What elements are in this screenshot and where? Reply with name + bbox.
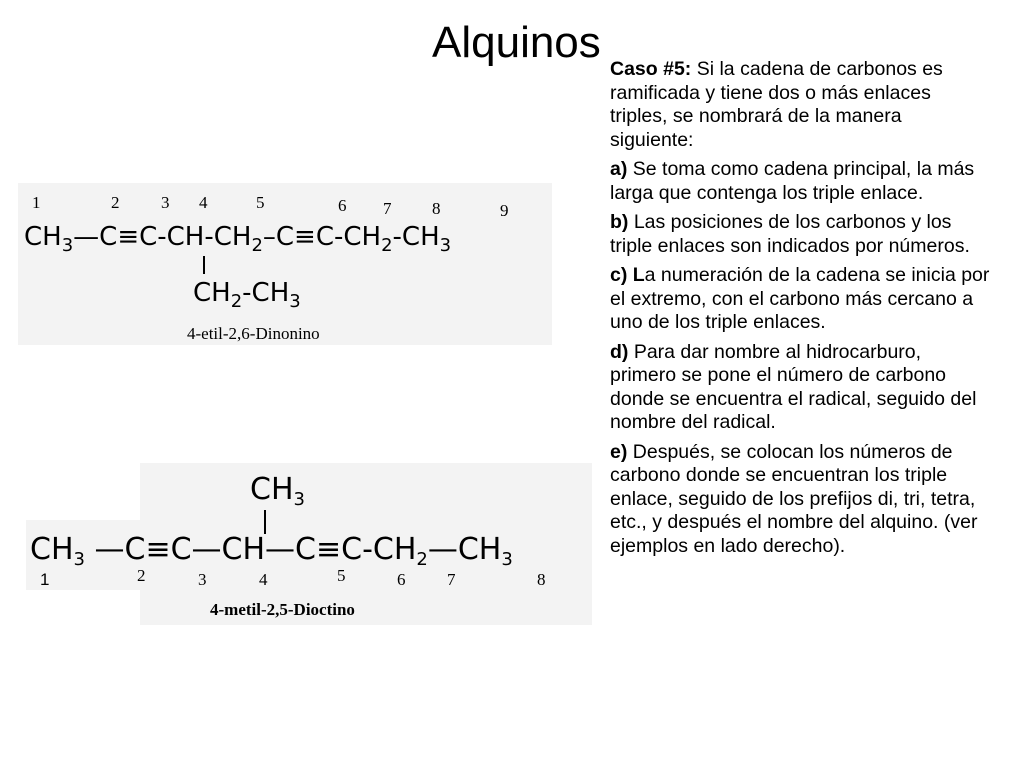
para-label: a) [610, 158, 628, 180]
para-text: Para dar nombre al hidrocarburo, primero se pone el número de carbono donde se encuentra el radical, seguido del nombre del radical. [610, 340, 977, 433]
carbon-number: 7 [383, 199, 392, 218]
branch-bond [264, 510, 266, 534]
carbon-number: 9 [500, 201, 509, 220]
para-label: c) L [610, 264, 645, 286]
paragraph-b [610, 211, 990, 258]
para-text: a numeración de la cadena se inicia por el extremo, con el carbono más cercano a uno de los triple enlaces. [610, 264, 990, 333]
para-text: Se toma como cadena principal, la más larga que contenga los triple enlace. [610, 158, 975, 204]
carbon-number: 2 [111, 193, 120, 212]
paragraph-c [610, 264, 990, 335]
compound-name: 4-metil-2,5-Dioctino [210, 600, 355, 619]
carbon-number: 8 [537, 570, 546, 589]
branch-formula: $CH_2-CH_3$ [193, 278, 301, 312]
para-text: Si la cadena de carbonos es ramificada y tiene dos o más enlaces triples, se nombrará de la manera siguiente: [610, 58, 943, 151]
branch-bond [203, 256, 205, 274]
paragraph-e [610, 441, 990, 559]
paragraph-d [610, 341, 990, 435]
example1-image [18, 183, 552, 345]
carbon-number: 6 [397, 570, 406, 589]
carbon-number: 8 [432, 199, 441, 218]
text-panel [610, 58, 990, 564]
carbon-number: 7 [447, 570, 456, 589]
para-label: d) [610, 340, 629, 363]
main-chain-formula: $CH_3$ $—C\equiv C—CH—C\equiv C-CH_2—CH_3$ [30, 532, 513, 570]
branch-formula: $CH_3$ [250, 472, 305, 510]
main-chain-formula: $CH_3—C\equiv C-CH-CH_2-C\equiv C-CH_2-CH_3$ [24, 222, 452, 256]
carbon-number: 5 [256, 193, 265, 212]
para-text: Las posiciones de los carbonos y los triple enlaces son indicados por números. [610, 211, 970, 257]
para-label: e) [610, 440, 628, 463]
carbon-number: 1 [32, 193, 41, 212]
carbon-number: 3 [161, 193, 170, 212]
paragraph-caso5 [610, 58, 990, 152]
carbon-number: 6 [338, 196, 347, 215]
carbon-number: 4 [259, 570, 268, 589]
carbon-number: 4 [199, 193, 208, 212]
para-label: Caso #5: [610, 58, 692, 80]
para-label: b) [610, 211, 629, 233]
compound-name: 4-etil-2,6-Dinonino [187, 324, 320, 343]
para-text: Después, se colocan los números de carbono donde se encuentran los triple enlace, seguido de los prefijos di, tri, tetra, etc., y después el nombre del alquino. (ver ejemplos en lado derecho). [610, 440, 978, 557]
carbon-number: 5 [337, 566, 346, 585]
slide-title: Alquinos [432, 18, 601, 67]
carbon-number: 3 [198, 570, 207, 589]
carbon-number: 1 [40, 570, 50, 589]
paragraph-a [610, 158, 990, 205]
carbon-number: 2 [137, 566, 146, 585]
